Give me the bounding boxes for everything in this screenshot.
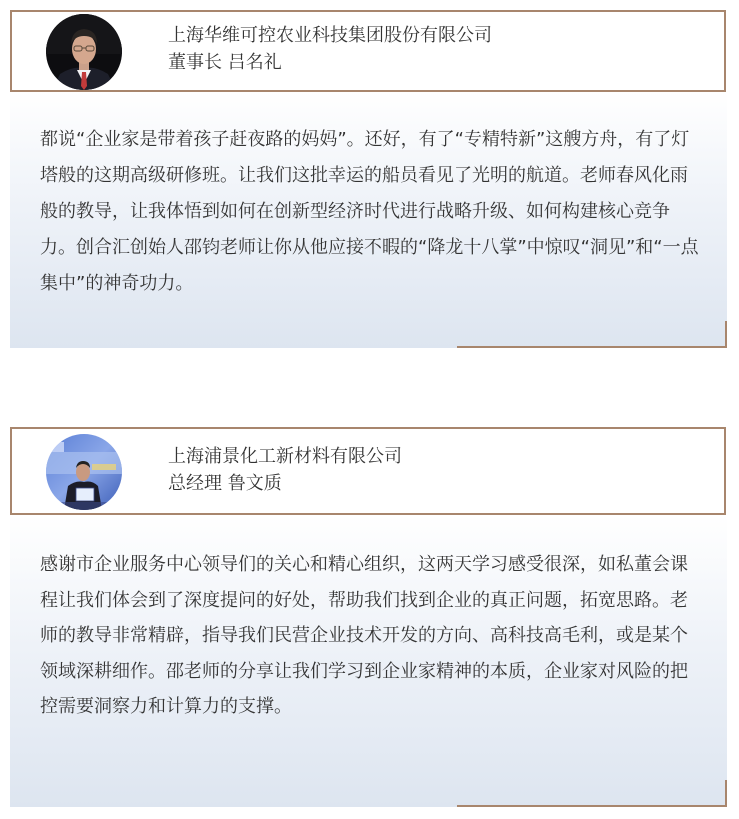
- company-name: 上海华维可控农业科技集团股份有限公司: [168, 25, 492, 46]
- avatar: [46, 434, 122, 510]
- quote-box: [10, 515, 727, 807]
- quote-box: [10, 92, 727, 348]
- portrait-photo: [46, 434, 122, 510]
- avatar: [46, 14, 122, 90]
- company-name: 上海浦景化工新材料有限公司: [168, 446, 402, 467]
- quote-text: 都说“企业家是带着孩子赶夜路的妈妈”。还好，有了“专精特新”这艘方舟，有了灯塔般的这期高级研修班。让我们这批幸运的船员看见了光明的航道。老师春风化雨般的教导，让我体悟到如何在创新型经济时代进行战略升级、如何构建核心竞争力。创合汇创始人邵钧老师让你从他应接不暇的“降龙十八掌”中惊叹“洞见”和“一点集中”的神奇功力。: [40, 129, 699, 294]
- corner-accent: [457, 321, 727, 348]
- portrait-photo: [46, 14, 122, 90]
- person-title: 总经理 鲁文质: [168, 473, 282, 494]
- person-title: 董事长 吕名礼: [168, 52, 282, 73]
- testimonial-header: [10, 10, 726, 92]
- testimonial-header: [10, 427, 726, 515]
- corner-accent: [457, 780, 727, 807]
- quote-text: 感谢市企业服务中心领导们的关心和精心组织，这两天学习感受很深，如私董会课程让我们体会到了深度提问的好处，帮助我们找到企业的真正问题，拓宽思路。老师的教导非常精辟，指导我们民营企业技术开发的方向、高科技高毛利，或是某个领域深耕细作。邵老师的分享让我们学习到企业家精神的本质，企业家对风险的把控需要洞察力和计算力的支撑。: [40, 554, 688, 717]
